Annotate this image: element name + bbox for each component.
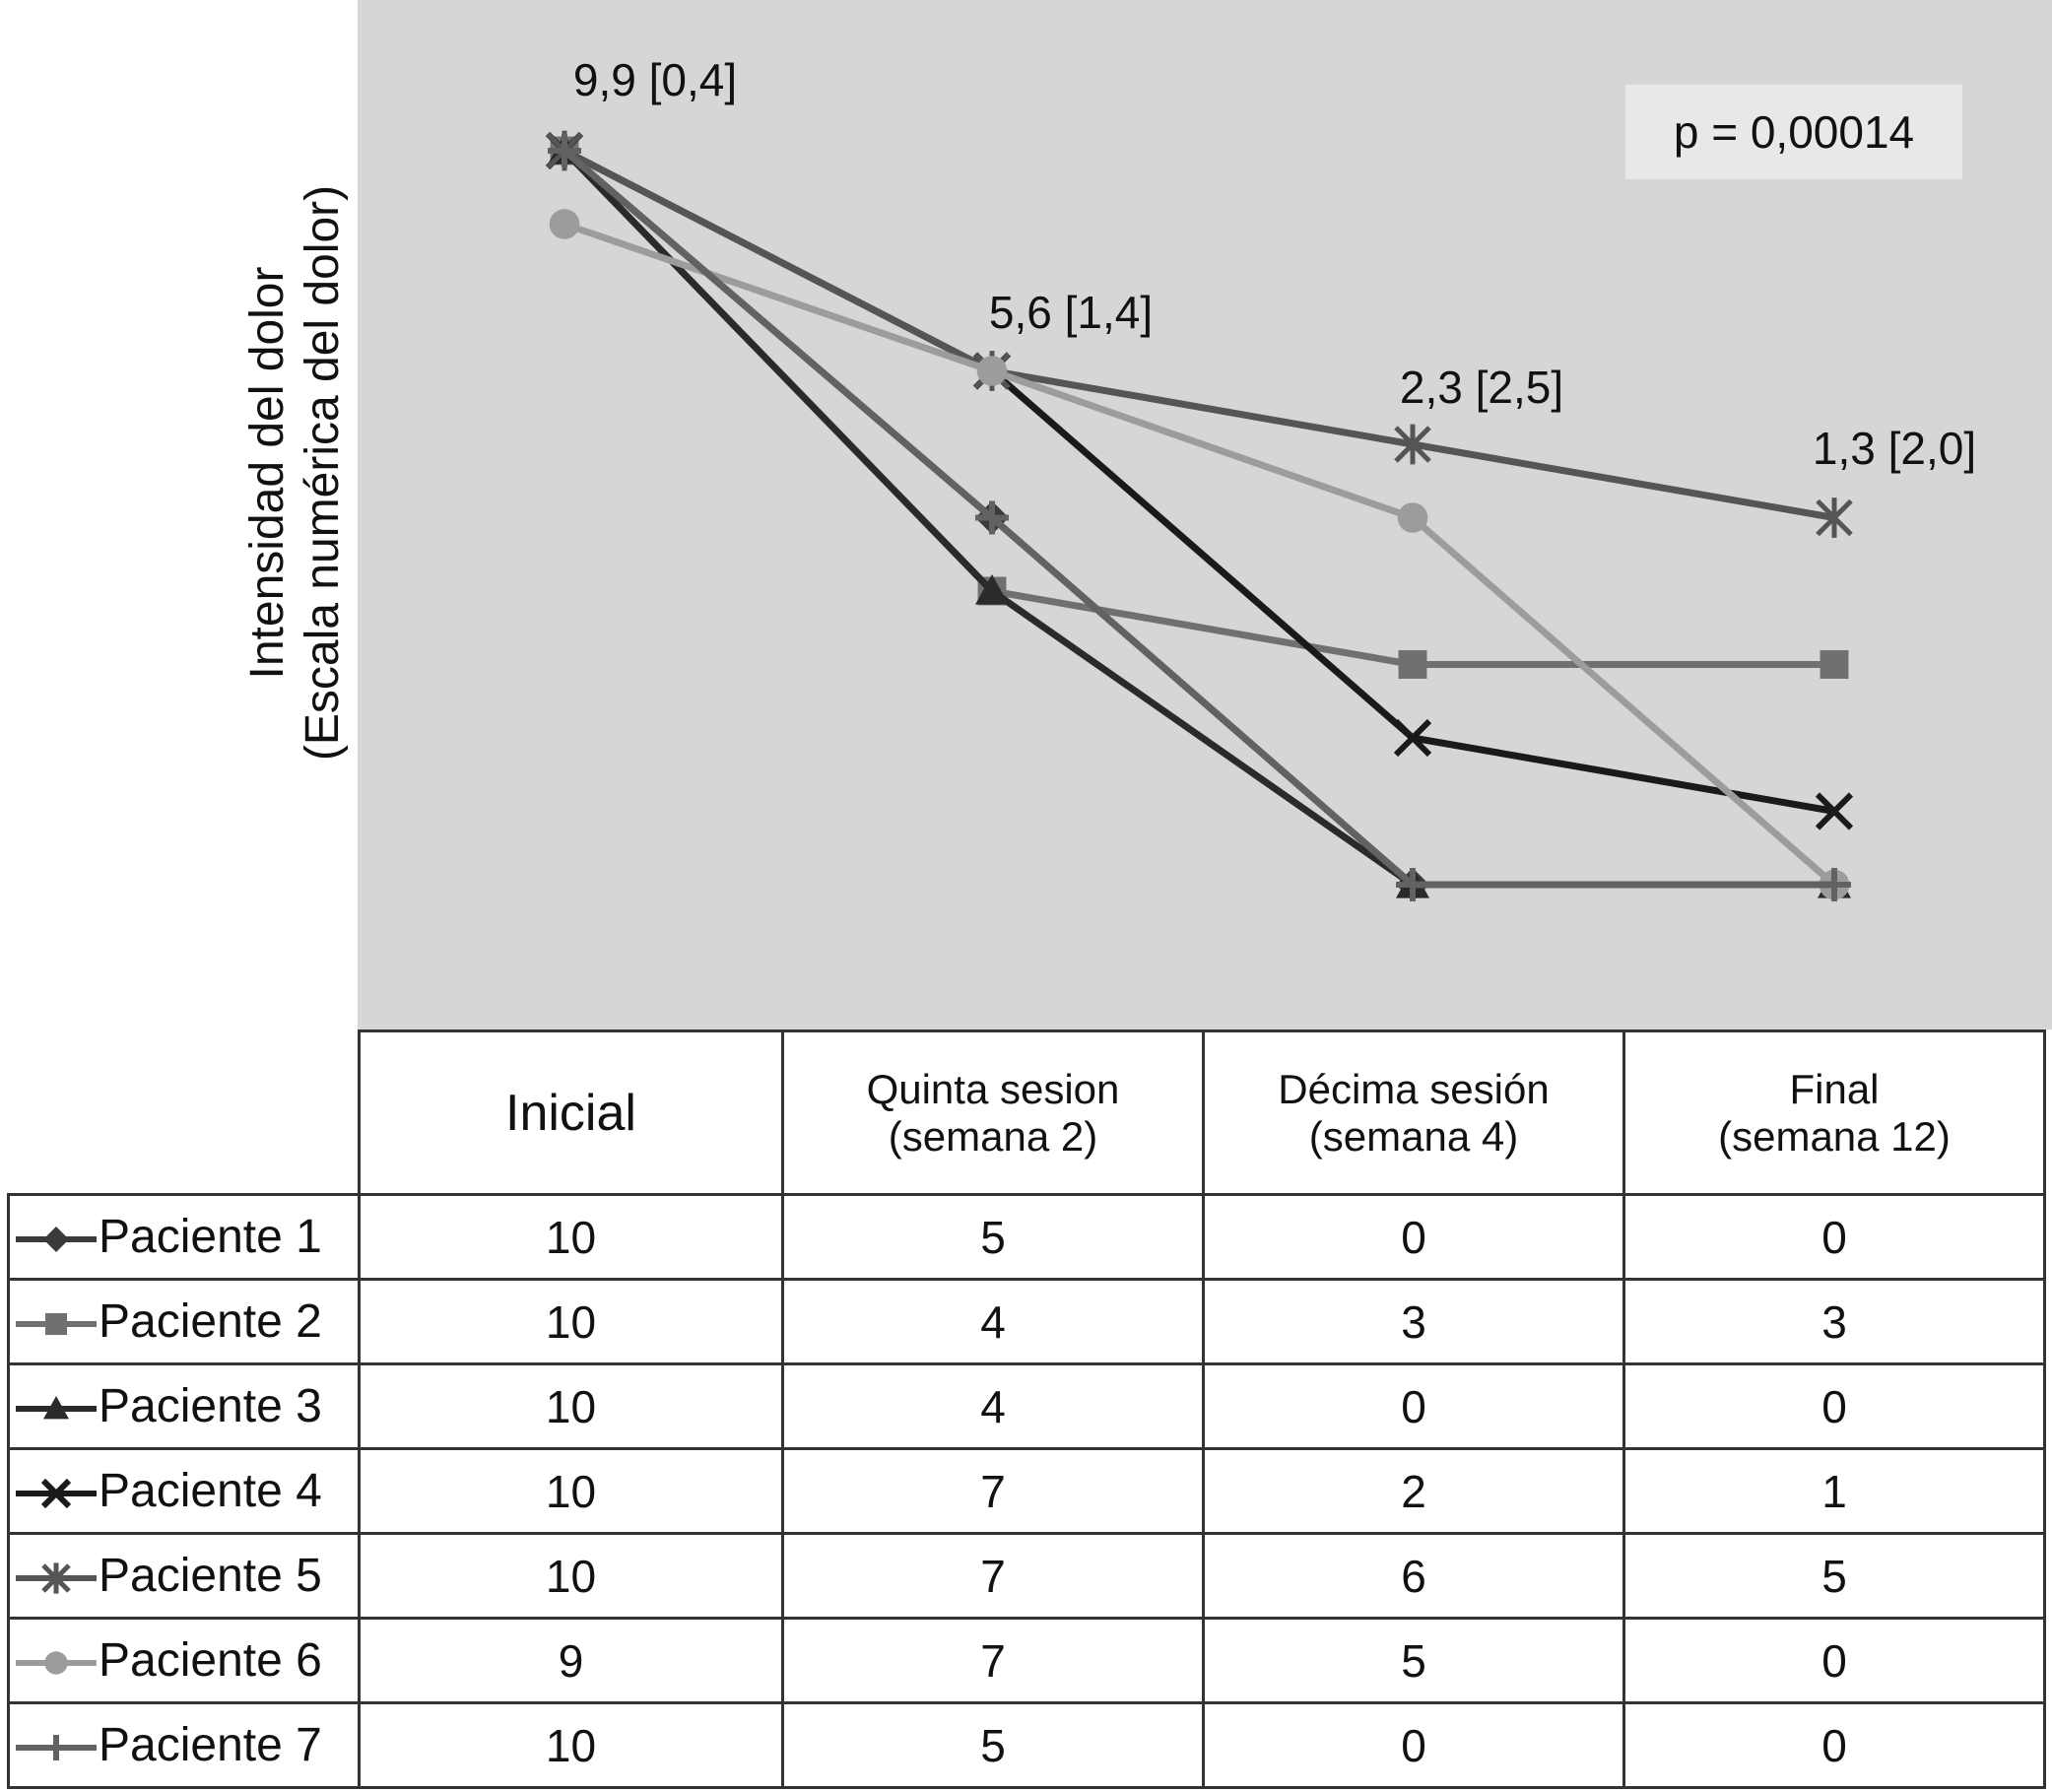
p-value-label: p = 0,00014 [1673, 106, 1915, 158]
legend-label-4: Paciente 4 [99, 1465, 322, 1517]
table-cell: 10 [360, 1534, 783, 1619]
series-6-point-1 [550, 209, 580, 239]
table-cell: 10 [360, 1280, 783, 1364]
legend-marker-6 [14, 1645, 99, 1681]
table-corner [9, 1031, 360, 1195]
annotation-decima: 2,3 [2,5] [1399, 362, 1564, 413]
table-row [9, 1534, 2045, 1619]
table-cell: 10 [360, 1449, 783, 1534]
series-2-point-4 [1820, 650, 1849, 679]
table-cell: 10 [360, 1703, 783, 1788]
table-cell: 0 [1624, 1703, 2045, 1788]
series-7 [548, 134, 1851, 901]
data-table [7, 1029, 2046, 1789]
table-cell: 10 [360, 1195, 783, 1280]
table-row [9, 1619, 2045, 1703]
table-cell: 1 [1624, 1449, 2045, 1534]
legend-entry-1 [9, 1195, 360, 1280]
legend-entry-7 [9, 1703, 360, 1788]
series-2-point-3 [1399, 650, 1427, 679]
table-cell: 5 [1624, 1534, 2045, 1619]
legend-entry-2 [9, 1280, 360, 1364]
table-cell: 5 [783, 1195, 1204, 1280]
legend-label-2: Paciente 2 [99, 1295, 322, 1348]
legend-symbol-2 [45, 1313, 67, 1335]
table-cell: 2 [1204, 1449, 1624, 1534]
legend-marker-5 [14, 1560, 99, 1596]
series-6-point-3 [1398, 502, 1428, 533]
y-axis-label-line-1: Intensidad del dolor [241, 266, 294, 680]
table-cell: 0 [1204, 1703, 1624, 1788]
table-cell: 0 [1624, 1195, 2045, 1280]
series-line-5 [564, 151, 1834, 518]
column-header-quinta-sesion: Quinta sesion (semana 2) [783, 1031, 1204, 1195]
table-header-row [9, 1031, 2045, 1195]
table-row [9, 1280, 2045, 1364]
legend-entry-4 [9, 1449, 360, 1534]
table-cell: 10 [360, 1364, 783, 1449]
legend-symbol-6 [44, 1652, 67, 1675]
series-6-point-2 [977, 356, 1008, 386]
table-cell: 6 [1204, 1534, 1624, 1619]
table-cell: 7 [783, 1449, 1204, 1534]
column-header-decima-sesion: Décima sesión (semana 4) [1204, 1031, 1624, 1195]
legend-label-7: Paciente 7 [99, 1719, 322, 1771]
table-cell: 0 [1204, 1364, 1624, 1449]
series-line-7 [564, 151, 1834, 885]
legend-entry-5 [9, 1534, 360, 1619]
legend-label-6: Paciente 6 [99, 1634, 322, 1687]
series-line-1 [564, 151, 1834, 885]
table-cell: 7 [783, 1534, 1204, 1619]
table-cell: 3 [1624, 1280, 2045, 1364]
legend-entry-6 [9, 1619, 360, 1703]
table-cell: 0 [1204, 1195, 1624, 1280]
table-cell: 5 [1204, 1619, 1624, 1703]
legend-label-5: Paciente 5 [99, 1550, 322, 1602]
table-cell: 7 [783, 1619, 1204, 1703]
legend-marker-2 [14, 1306, 99, 1342]
table-row [9, 1364, 2045, 1449]
legend-marker-3 [14, 1391, 99, 1427]
table-cell: 4 [783, 1280, 1204, 1364]
table-cell: 4 [783, 1364, 1204, 1449]
table-cell: 0 [1624, 1364, 2045, 1449]
table-row [9, 1195, 2045, 1280]
p-value-box [1625, 85, 1962, 179]
series-line-3 [564, 151, 1834, 885]
table-row [9, 1703, 2045, 1788]
legend-marker-4 [14, 1476, 99, 1511]
table-row [9, 1449, 2045, 1534]
legend-symbol-1 [43, 1227, 69, 1252]
table-cell: 9 [360, 1619, 783, 1703]
legend-label-3: Paciente 3 [99, 1380, 322, 1432]
legend-symbol-7 [43, 1735, 69, 1760]
column-header-inicial: Inicial [360, 1031, 783, 1195]
legend-label-1: Paciente 1 [99, 1211, 322, 1263]
table-cell: 3 [1204, 1280, 1624, 1364]
annotation-quinta: 5,6 [1,4] [988, 287, 1154, 338]
series-1 [548, 134, 1851, 901]
legend-marker-1 [14, 1222, 99, 1257]
annotation-final: 1,3 [2,0] [1812, 423, 1977, 474]
legend-marker-7 [14, 1730, 99, 1765]
annotation-inicial: 9,9 [0,4] [572, 54, 738, 105]
table-cell: 0 [1624, 1619, 2045, 1703]
legend-entry-3 [9, 1364, 360, 1449]
column-header-final: Final (semana 12) [1624, 1031, 2045, 1195]
series-4 [548, 134, 1851, 829]
table-cell: 5 [783, 1703, 1204, 1788]
y-axis-label-line-2: (Escala numérica del dolor) [297, 184, 349, 762]
